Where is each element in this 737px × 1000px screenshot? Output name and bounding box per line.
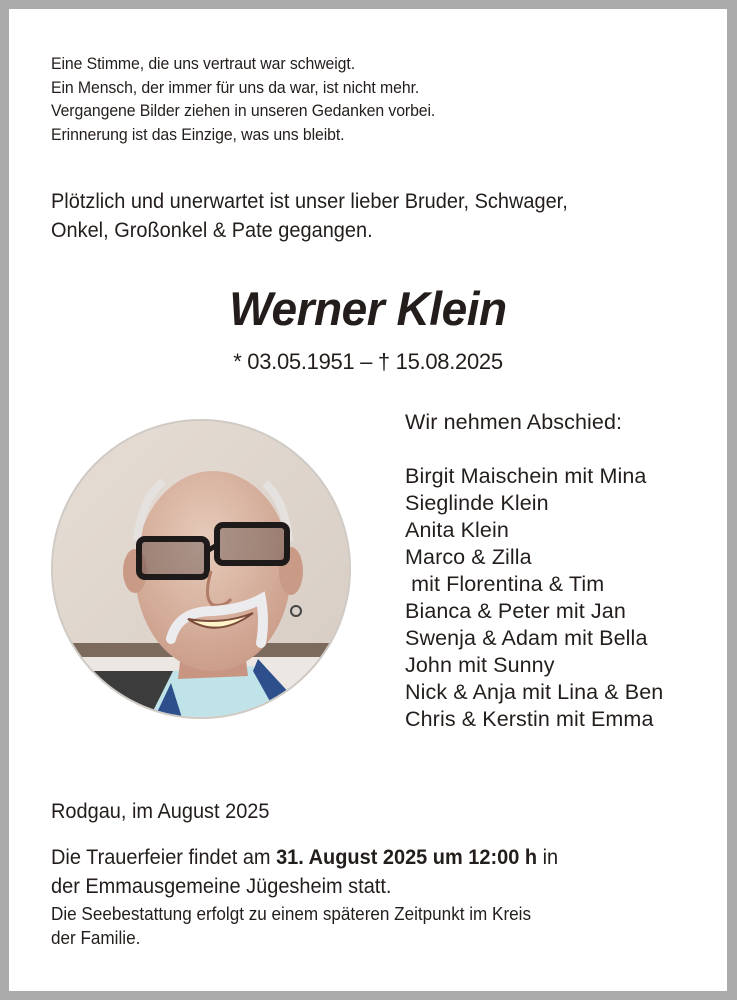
life-dates: * 03.05.1951 – † 15.08.2025 — [233, 349, 503, 374]
deceased-name: Werner Klein — [229, 282, 507, 335]
intro-text — [51, 187, 568, 245]
ceremony-prefix: Die Trauerfeier findet am — [51, 846, 277, 869]
mourners-list — [405, 409, 663, 733]
mourners-heading: Wir nehmen Abschied: — [405, 410, 623, 434]
poem-line: Vergangene Bilder ziehen in unseren Gedanken vorbei. — [51, 102, 436, 120]
mourner-name: mit Florentina & Tim — [405, 572, 605, 596]
spacer — [405, 436, 663, 463]
mourner-name: John mit Sunny — [405, 653, 555, 677]
mourner-name: Marco & Zilla — [405, 545, 532, 569]
mourner-name: Chris & Kerstin mit Emma — [405, 707, 654, 731]
obituary-page — [9, 9, 727, 991]
mourner-name: Nick & Anja mit Lina & Ben — [405, 680, 664, 704]
poem-line: Eine Stimme, die uns vertraut war schweigt. — [51, 55, 356, 73]
ceremony-suffix: in — [537, 846, 559, 869]
ceremony-info — [51, 843, 558, 901]
mourner-name: Sieglinde Klein — [405, 491, 549, 515]
ceremony-line-1 — [51, 843, 558, 872]
portrait-illustration — [53, 421, 351, 719]
mourner-name: Bianca & Peter mit Jan — [405, 599, 626, 623]
mourner-name: Birgit Maischein mit Mina — [405, 464, 647, 488]
burial-line: der Familie. — [51, 928, 141, 948]
poem-line: Erinnerung ist das Einzige, was uns bleibt. — [51, 125, 345, 144]
portrait-photo — [51, 419, 351, 719]
burial-line: Die Seebestattung erfolgt zu einem späteren Zeitpunkt im Kreis — [51, 904, 532, 924]
ceremony-line-2: der Emmausgemeine Jügesheim statt. — [51, 875, 392, 898]
burial-info — [51, 902, 531, 950]
intro-line: Plötzlich und unerwartet ist unser lieber Bruder, Schwager, — [51, 190, 568, 213]
poem — [51, 53, 435, 147]
intro-line: Onkel, Großonkel & Pate gegangen. — [51, 219, 373, 242]
poem-line: Ein Mensch, der immer für uns da war, ist nicht mehr. — [51, 78, 420, 97]
mourner-name: Anita Klein — [405, 518, 509, 542]
ceremony-datetime: 31. August 2025 um 12:00 h — [276, 846, 538, 869]
place-date: Rodgau, im August 2025 — [51, 800, 270, 823]
mourner-name: Swenja & Adam mit Bella — [405, 626, 648, 650]
